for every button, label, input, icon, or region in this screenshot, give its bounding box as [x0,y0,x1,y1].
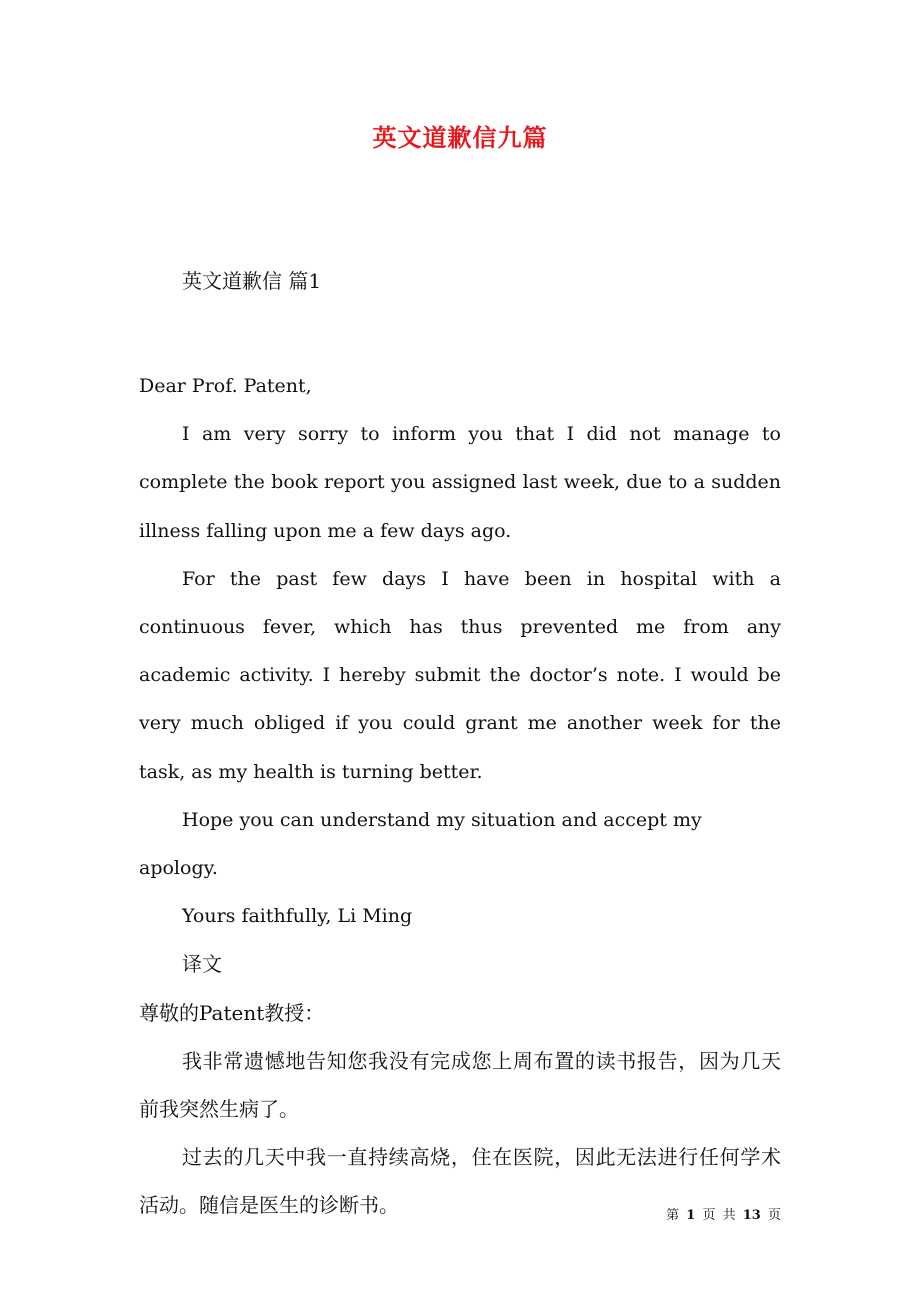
translation-paragraph-1: 我非常遗憾地告知您我没有完成您上周布置的读书报告，因为几天前我突然生病了。 [139,1048,781,1122]
page-footer [666,1206,781,1226]
section-heading: 英文道歉信 篇1 [182,269,322,293]
footer-total-pages: 13 [742,1208,761,1223]
paragraph-2: For the past few days I have been in hospital with a continuous fever, which has thus prevented me from any academic activity. I hereby submit the doctor’s note. I would be very much obliged if you could grant me another week for the task, as my health is turning better. [139,567,781,783]
document-body [139,362,781,1230]
footer-middle: 页 共 [702,1208,736,1223]
translation-paragraph-2: 过去的几天中我一直持续高烧，住在医院，因此无法进行任何学术活动。随信是医生的诊断书。 [139,1145,781,1218]
translation-label: 译文 [182,952,222,977]
salutation: Dear Prof. Patent, [139,375,312,397]
translation-salutation: 尊敬的Patent教授： [139,1000,325,1025]
footer-suffix: 页 [767,1208,781,1223]
paragraph-3: Hope you can understand my situation and accept my apology. [139,808,702,880]
footer-prefix: 第 [666,1208,680,1223]
footer-page-number: 1 [686,1208,696,1223]
paragraph-1: I am very sorry to inform you that I did not manage to complete the book report you assigned last week, due to a sudden illness falling upon me a few days ago. [139,423,781,542]
page-title: 英文道歉信九篇 [372,123,548,152]
closing: Yours faithfully, Li Ming [182,905,413,928]
